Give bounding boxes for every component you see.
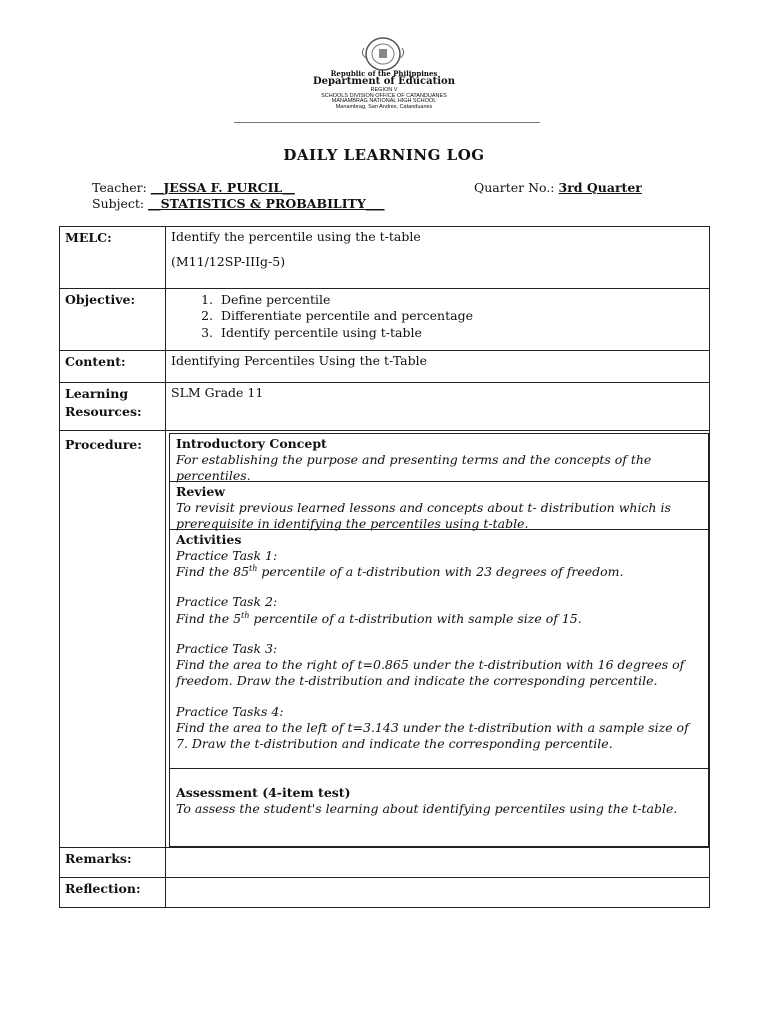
- task4-title: Practice Tasks 4:: [176, 703, 284, 719]
- review-section: [169, 482, 710, 530]
- objective-list: [171, 292, 704, 341]
- melc-label: MELC:: [60, 227, 166, 289]
- subject-line: Subject: __STATISTICS & PROBABILITY___: [92, 196, 385, 211]
- objective-row: [60, 289, 710, 351]
- procedure-value: [166, 431, 710, 848]
- resources-row: [60, 383, 710, 431]
- subject-value: STATISTICS & PROBABILITY: [160, 196, 366, 211]
- objective-item: 3. Identify percentile using t-table: [217, 325, 704, 341]
- task1-title: Practice Task 1:: [176, 547, 278, 563]
- content-value: Identifying Percentiles Using the t-Table: [166, 351, 710, 383]
- procedure-label: Procedure:: [60, 431, 166, 848]
- resources-label: [60, 383, 166, 431]
- remarks-value[interactable]: [166, 848, 710, 878]
- remarks-row: [60, 848, 710, 878]
- letterhead-divider: [234, 122, 540, 123]
- task3-text: Find the area to the right of t=0.865 under the t-distribution with 16 degrees of freedom. Draw the t-distribution and indicate the corresponding percentile.: [176, 657, 685, 689]
- intro-text: For establishing the purpose and presenting terms and the concepts of the percentiles.: [176, 451, 652, 483]
- activities-section: [169, 530, 710, 769]
- objective-item: 2. Differentiate percentile and percentage: [217, 308, 704, 324]
- learning-log-table: [59, 226, 710, 908]
- task4-text: Find the area to the left of t=3.143 under the t-distribution with a sample size of 7. Draw the t-distribution and indicate the corresponding percentile.: [176, 719, 689, 752]
- subject-label: Subject:: [92, 196, 145, 211]
- deped-seal-icon: [358, 36, 408, 72]
- quarter-label: Quarter No.:: [474, 180, 555, 195]
- letterhead: [0, 70, 768, 111]
- melc-value: [166, 227, 710, 289]
- review-heading: Review: [176, 484, 226, 499]
- activities-heading: Activities: [176, 532, 242, 547]
- review-text: To revisit previous learned lessons and concepts about t- distribution which is prerequisite in identifying the percentiles using t-table.: [176, 499, 671, 531]
- school-line: MANAMBRAG NATIONAL HIGH SCHOOL: [331, 98, 437, 105]
- quarter-line: [474, 180, 642, 195]
- melc-code: (M11/12SP-IIIg-5): [171, 254, 286, 269]
- page-title: DAILY LEARNING LOG: [283, 146, 485, 164]
- reflection-row: [60, 878, 710, 908]
- task3-title: Practice Task 3:: [176, 640, 278, 656]
- content-label: Content:: [60, 351, 166, 383]
- intro-heading: Introductory Concept: [176, 436, 327, 451]
- melc-row: [60, 227, 710, 289]
- department-line: Department of Education: [313, 76, 455, 88]
- objective-item: 1. Define percentile: [217, 292, 704, 308]
- teacher-line: Teacher: __JESSA F. PURCIL__: [92, 180, 295, 195]
- melc-text: Identify the percentile using the t-table: [171, 229, 421, 244]
- quarter-value: 3rd Quarter: [558, 180, 642, 195]
- task2-title: Practice Task 2:: [176, 594, 278, 610]
- task2-text: Find the 5th percentile of a t-distribution with sample size of 15.: [176, 610, 582, 626]
- teacher-value: JESSA F. PURCIL: [163, 180, 283, 195]
- task1-text: Find the 85th percentile of a t-distribution with 23 degrees of freedom.: [176, 563, 624, 580]
- assessment-heading: Assessment (4-item test): [176, 785, 351, 800]
- resources-value: SLM Grade 11: [166, 383, 710, 431]
- reflection-label: Reflection:: [60, 878, 166, 908]
- resources-label-line1: Learning: [65, 386, 129, 401]
- region-line: REGION V: [370, 86, 398, 93]
- reflection-value[interactable]: [166, 878, 710, 908]
- assessment-text: To assess the student's learning about identifying percentiles using the t-table.: [176, 800, 678, 816]
- republic-line: Republic of the Philippines: [330, 69, 438, 78]
- objective-label: Objective:: [60, 289, 166, 351]
- division-line: SCHOOLS DIVISION OFFICE OF CATANDUANES: [321, 92, 447, 99]
- objective-value: [166, 289, 710, 351]
- teacher-label: Teacher:: [92, 180, 147, 195]
- procedure-row: [60, 431, 710, 848]
- assessment-section: [169, 769, 710, 847]
- content-row: [60, 351, 710, 383]
- remarks-label: Remarks:: [60, 848, 166, 878]
- intro-section: [169, 433, 710, 482]
- resources-label-line2: Resources:: [65, 403, 142, 419]
- address-line: Manambrag, San Andres, Catanduanes: [335, 104, 433, 111]
